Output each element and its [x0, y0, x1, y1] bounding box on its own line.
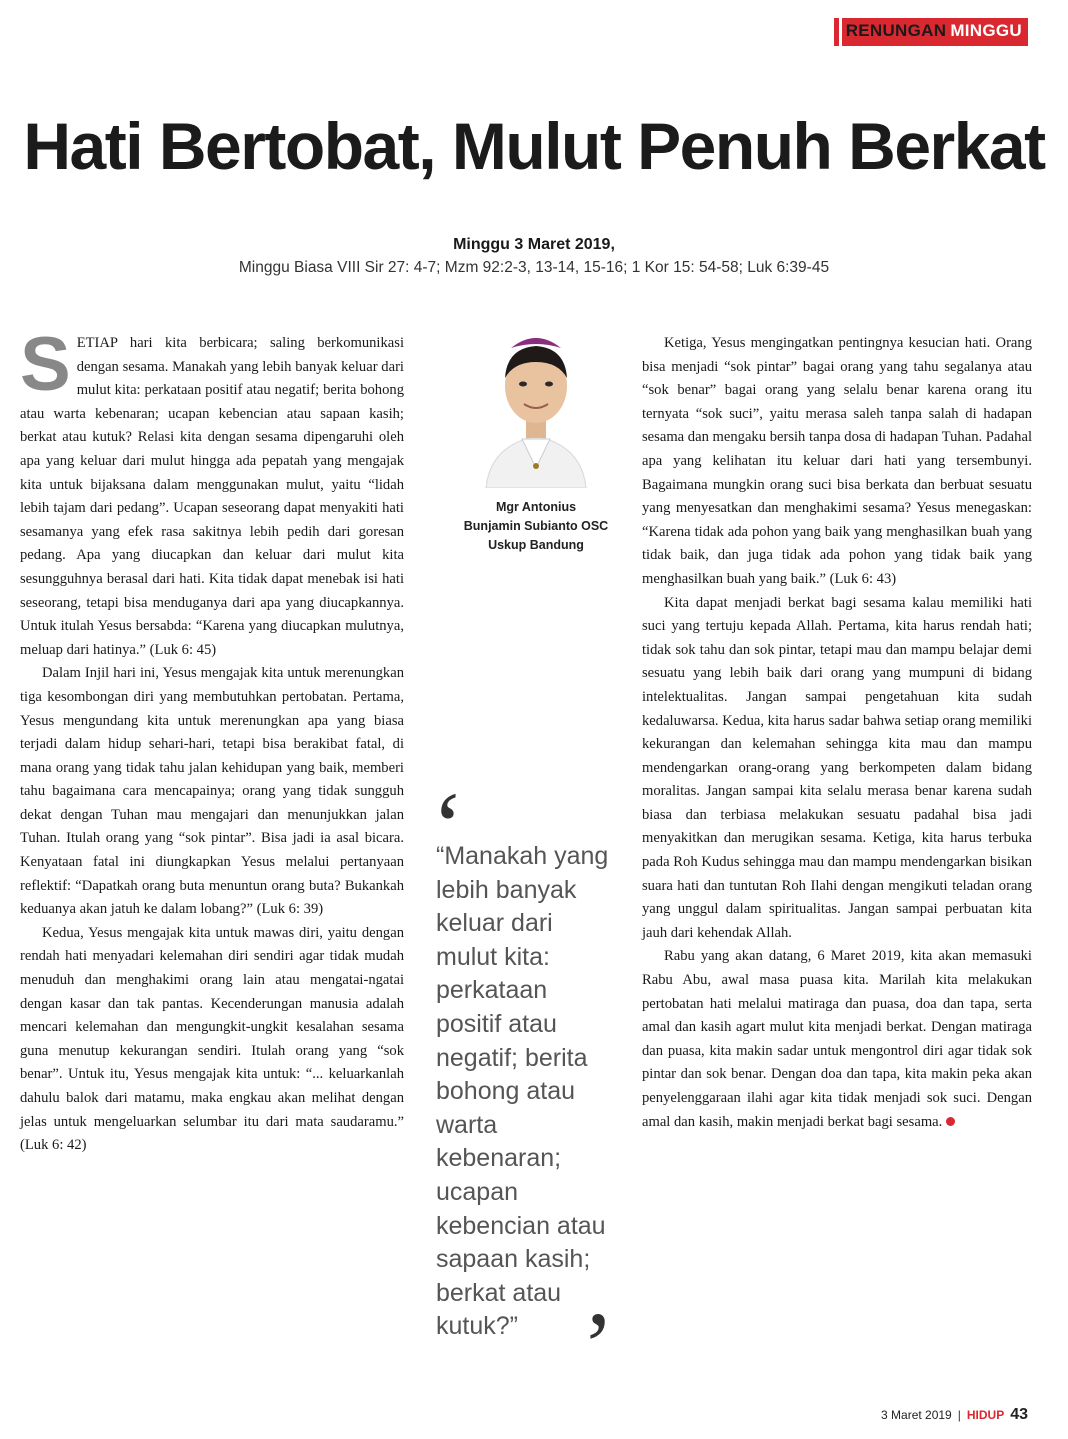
section-rubric [834, 18, 1028, 46]
author-name-line2: Bunjamin Subianto OSC [463, 519, 609, 533]
footer-separator: | [957, 1408, 961, 1422]
footer-date: 3 Maret 2019 [881, 1408, 952, 1422]
page-footer [881, 1406, 1028, 1424]
article-title: Hati Bertobat, Mulut Penuh Berkat [23, 109, 1045, 183]
article-paragraph: SETIAP hari kita berbicara; saling berkomunikasi dengan sesama. Manakah yang lebih banyak keluar dari mulut kita: perkataan positif atau negatif; berita bohong atau warta kebenaran; ucapan kebencian atau sapaan kasih; berkat atau kutuk? Relasi kita dengan sesama dipengaruhi oleh apa yang keluar dari mulut hingga ada pepatah yang mengajak kita untuk bijaksana dalam menggunakan mulut, yaitu “lidah lebih tajam dari pedang”. Ucapan seseorang dapat menyakiti hati sesamanya yang efek rasa sakitnya lebih pedih dari goresan pedang. Apa yang diucapkan dan keluar dari mulut kita sesungguhnya berasal dari hati. Kita tidak dapat menebak isi hati seseorang, tetapi bisa menduganya dari apa yang diucapkannya. Untuk itulah Yesus bersabda: “Karena yang diucapkan mulutnya, meluap dari hatinya.” (Luk 6: 45) [20, 322, 404, 658]
article-paragraph: Dalam Injil hari ini, Yesus mengajak kita untuk merenungkan tiga kesombongan diri yang membutuhkan pertobatan. Pertama, Yesus mengundang kita untuk merenungkan apa yang biasa terjadi dalam hidup sehari-hari, tetapi bisa berakibat fatal, di mana orang yang tidak tahu jalan kehidupan yang baik, memberi tahu bagaimana cara mencapainya; orang yang tidak sungguh dekat dengan Tuhan mau mengajari dan menunjukkan jalan Tuhan. Itulah orang yang “sok pintar”. Bisa jadi ia asal bicara. Kenyataan fatal ini diungkapkan Yesus melalui pertanyaan reflektif: “Dapatkah orang buta menuntun orang buta? Bukankah keduanya akan jatuh ke dalam lobang?” (Luk 6: 39) [20, 665, 404, 918]
rubric-part2: MINGGU [950, 18, 1028, 46]
pull-quote: “Manakah yang lebih banyak keluar dari mulut kita: perkataan positif atau negatif; berita bohong atau warta kebenaran; ucapan kebencian atau sapaan kasih; berkat atau kutuk?” [436, 842, 609, 1341]
rubric-accent-bar [834, 18, 839, 46]
article-column-right [642, 332, 1032, 1134]
article-column-left [20, 322, 404, 1158]
drop-cap: S [20, 322, 71, 407]
author-role: Uskup Bandung [488, 538, 584, 552]
page-number: 43 [1010, 1406, 1028, 1423]
rubric-part1: RENUNGAN [842, 18, 951, 46]
author-caption [418, 498, 654, 555]
quote-open-icon: ‘ [432, 772, 464, 879]
article-paragraph: Kita dapat menjadi berkat bagi sesama kalau memiliki hati suci yang tertuju kepada Allah. Pertama, kita harus rendah hati; tidak sok tahu dan sok pintar, tetapi mau dan mampu belajar demi sesuatu yang lebih baik dari orang yang mumpuni di bidang intelektualitas. Jangan sampai pengetahuan kita sudah kedaluwarsa. Kedua, kita harus sadar bahwa setiap orang memiliki kekurangan dan kelemahan sehingga kita mau dan mampu mendengarkan orang-orang yang berkompeten dalam bidang moralitas. Jangan sampai kita selalu merasa benar karena sudah biasa dan terbiasa melakukan sesuatu padahal bisa jadi menyakitkan dan merugikan sesama. Ketiga, kita harus terbuka pada Roh Kudus sehingga mau dan mampu mendengarkan bisikan suara hati dan tuntutan Roh Ilahi dengan mengikuti teladan orang yang unggul dalam spiritualitas. Jangan sampai perbuatan kita jauh dari kehendak Allah. [642, 594, 1032, 941]
article-paragraph-last: Rabu yang akan datang, 6 Maret 2019, kita akan memasuki Rabu Abu, awal masa puasa kita. Marilah kita melakukan pertobatan hati melalui matiraga dan puasa, doa dan tapa, serta amal dan kasih agart mulut kita menjadi berkat. Dengan matiraga dan puasa, kita makin sadar untuk mengontrol diri agar tidak sok pintar dan sok benar. Dengan doa dan tapa, kita makin peka akan penyelenggaraan ilahi agar kita tidak menjadi sok suci. Dengan amal dan kasih, makin menjadi berkat bagi sesama. [642, 948, 1032, 1130]
bishop-portrait-icon [476, 318, 596, 488]
author-name-line1: Mgr Antonius [495, 500, 577, 514]
article-paragraph: Ketiga, Yesus mengingatkan pentingnya kesucian hati. Orang bisa menjadi “sok pintar” bagai orang yang tahu segalanya atau “sok benar” bagai orang yang selalu benar karena orang itu ternyata “sok suci”, yaitu merasa saleh tanpa salah di hadapan sesama dan mengaku bersih tanpa dosa di hadapan Tuhan. Padahal apa yang kelihatan itu keluar dari hati yang tersembunyi. Bagaimana mungkin orang suci bisa berkata dan berbuat sesuatu yang menyesatkan dan menghakimi sesama? Yesus menegaskan: “Karena tidak ada pohon yang baik yang menghasilkan buah yang tidak baik, dan juga tidak ada pohon yang tidak baik yang menghasilkan buah yang baik.” (Luk 6: 43) [642, 335, 1032, 587]
readings-line: Minggu Biasa VIII Sir 27: 4-7; Mzm 92:2-3, 13-14, 15-16; 1 Kor 15: 54-58; Luk 6:39-45 [238, 259, 830, 276]
quote-close-icon: ’ [582, 1292, 614, 1399]
date-line: Minggu 3 Maret 2019, [453, 236, 615, 253]
article-paragraph: Kedua, Yesus mengajak kita untuk mawas diri, yaitu dengan rendah hati menyadari kelemahan diri sendiri agar tidak mudah menuduh dan menghakimi orang lain atau mengatai-ngatai dengan kasar dan tak pantas. Kecenderungan manusia adalah mencari kelemahan dan mengungkit-ungkit kesalahan sesama guna menutup kekurangan sendiri. Itulah orang yang “sok benar”. Untuk itu, Yesus mengajak kita untuk: “... keluarkanlah dahulu balok dari matamu, maka engkau akan melihat dengan jelas untuk mengeluarkan selumbar itu dari mata saudaramu.” (Luk 6: 42) [20, 924, 404, 1154]
footer-magazine: HIDUP [966, 1408, 1005, 1422]
end-mark-icon [946, 1117, 955, 1126]
